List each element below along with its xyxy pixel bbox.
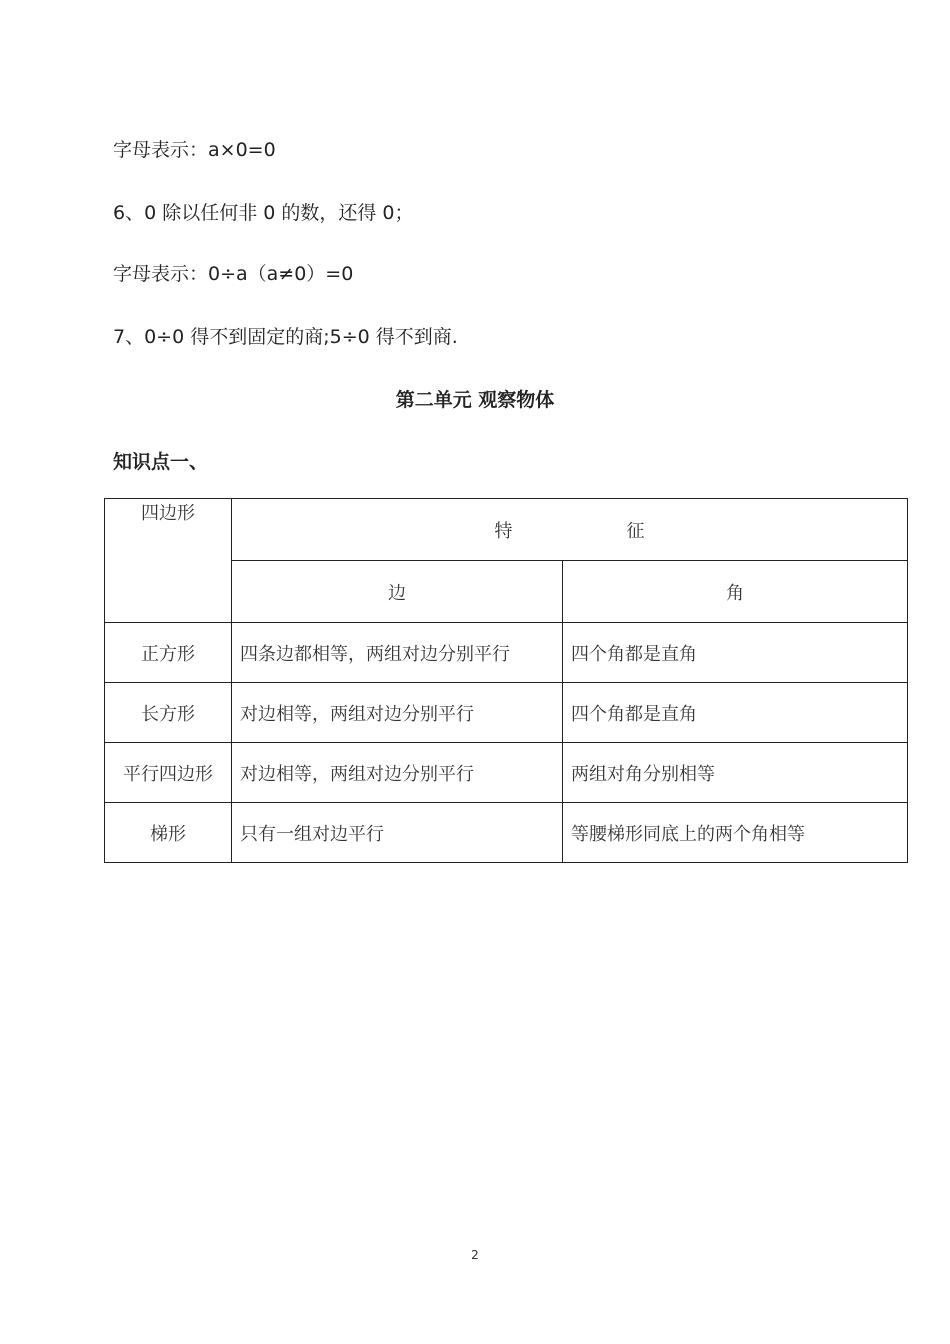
header-angle-cell: 角 xyxy=(563,561,908,623)
quadrilateral-table xyxy=(104,498,908,863)
angle-cell: 等腰梯形同底上的两个角相等 xyxy=(563,803,908,863)
side-cell: 对边相等，两组对边分别平行 xyxy=(232,683,563,743)
knowledge-point-heading: 知识点一、 xyxy=(113,451,209,473)
shape-cell: 正方形 xyxy=(105,623,232,683)
letter-expression-divide: 字母表示：0÷a（a≠0）=0 xyxy=(113,263,354,285)
table-row xyxy=(105,743,908,803)
side-cell: 四条边都相等，两组对边分别平行 xyxy=(232,623,563,683)
feature-char-2: 征 xyxy=(626,520,645,542)
table-header-row xyxy=(105,499,908,561)
table-row xyxy=(105,623,908,683)
rule-6-zero-divided: 6、0 除以任何非 0 的数，还得 0； xyxy=(113,202,414,224)
side-cell: 只有一组对边平行 xyxy=(232,803,563,863)
header-side-cell: 边 xyxy=(232,561,563,623)
side-cell: 对边相等，两组对边分别平行 xyxy=(232,743,563,803)
section-title: 第二单元 观察物体 xyxy=(395,389,555,411)
angle-cell: 四个角都是直角 xyxy=(563,623,908,683)
rule-7-no-quotient: 7、0÷0 得不到固定的商;5÷0 得不到商. xyxy=(113,326,458,348)
shape-cell: 梯形 xyxy=(105,803,232,863)
feature-char-1: 特 xyxy=(494,520,513,542)
table-row xyxy=(105,683,908,743)
angle-cell: 两组对角分别相等 xyxy=(563,743,908,803)
letter-expression-multiply: 字母表示：a×0=0 xyxy=(113,139,276,161)
header-shape-cell: 四边形 xyxy=(105,499,232,623)
shape-cell: 长方形 xyxy=(105,683,232,743)
table-row xyxy=(105,803,908,863)
shape-cell: 平行四边形 xyxy=(105,743,232,803)
angle-cell: 四个角都是直角 xyxy=(563,683,908,743)
header-feature-cell xyxy=(232,499,908,561)
page-number: 2 xyxy=(471,1248,479,1262)
